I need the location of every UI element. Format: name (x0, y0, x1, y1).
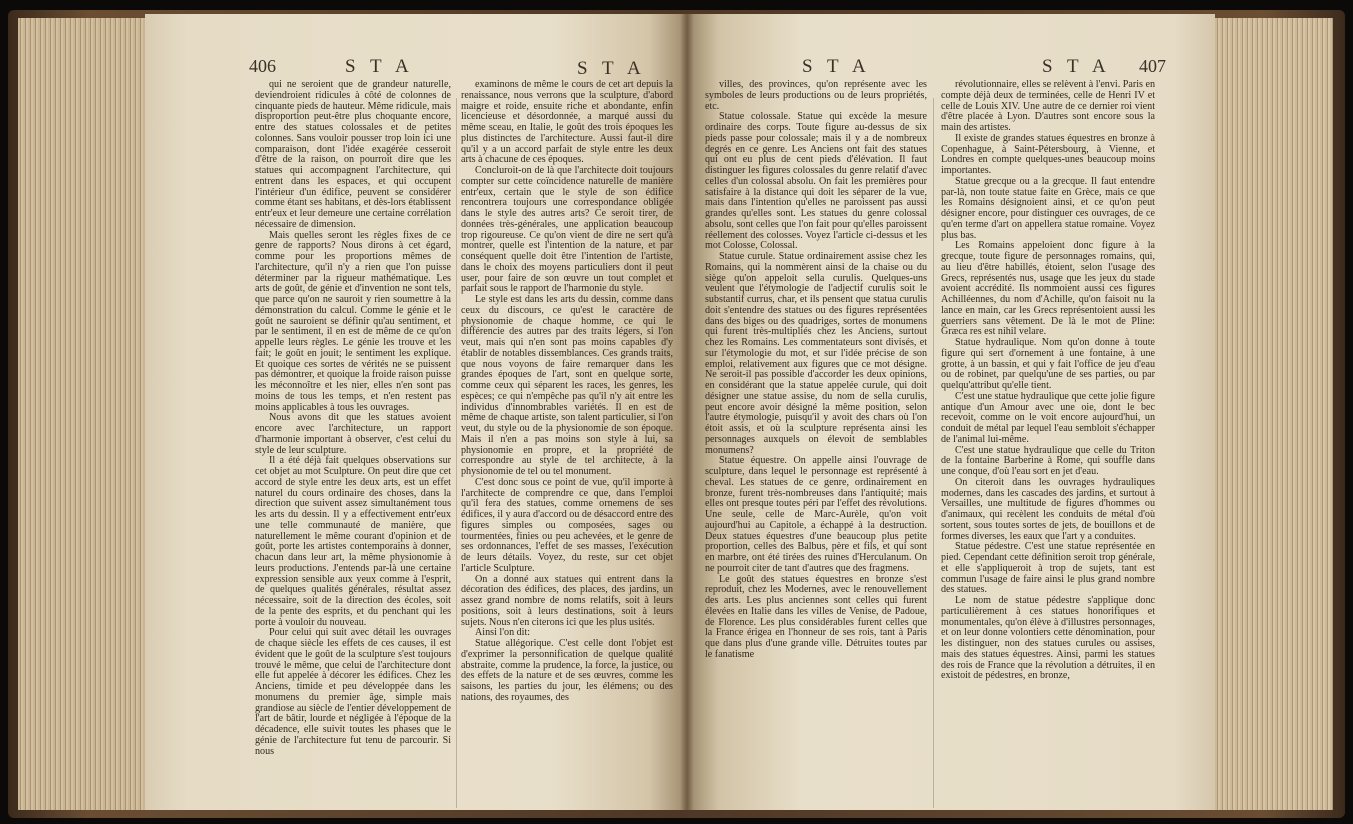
paragraph: Le style est dans les arts du dessin, comme dans ceux du discours, ce qu'est le caractère de physionomie de chaque homme, ce qui le différencie des autres par des traits légers, si l'on veut, mais qui n'en sont pas moins capables d'y établir de notables dissemblances. Ces grands traits, que nous voyons de faire remarquer dans les grandes époques de l'art, sont en quelque sorte, comme ceux qui séparent les races, les genres, les espèces; ce qui n'empêche pas qu'il n'y ait entre les individus d'innombrables variétés. Il en est de même de chaque artiste, son talent particulier, si l'on veut, du style ou de la physionomie de son époque. Mais il n'en a pas moins son style à lui, sa physionomie en propre, et la propriété de correspondre au style de tel architecte, à la physionomie de tel ou tel monument. (461, 294, 673, 477)
text-column-right (941, 80, 1155, 806)
paragraph: examinons de même le cours de cet art depuis la renaissance, nous verrons que la sculpture, d'abord maigre et roide, ensuite riche et abondante, enfin licencieuse et désordonnée, a marqué aussi du même sceau, en Italie, le goût des trois époques les plus distinctes de l'architecture. Aussi faut-il dire qu'il y a un accord parfait de style entre les deux arts à chacune de ces époques. (461, 80, 673, 166)
paragraph: Statue grecque ou a la grecque. Il faut entendre par-là, non toute statue faite en Grèce, mais ce que les Romains désignoient ainsi, et ce qu'on peut désigner encore, pour distinguer ces ouvrages, de ce qu'en terme d'art on appellera statue romaine. Voyez plus bas. (941, 175, 1155, 241)
running-head: S T A (1042, 56, 1111, 77)
paragraph: Il existe de grandes statues équestres en bronze à Copenhague, à Saint-Pétersbourg, à Vienne, et Londres en compte quelques-unes beaucoup moins importantes. (941, 132, 1155, 176)
paragraph: qui ne seroient que de grandeur naturelle, deviendroient ridicules à côté de colonnes de cinquante pieds de hauteur. Même ridicule, mais disproportion peut-être plus choquante encore, entre des statues colossales et de petites colonnes. Sans vouloir pousser trop loin ici une comparaison, dont l'idée exagérée cesseroit d'être de la raison, on pourroit dire que les statues qui accompagnent l'architecture, qui entrent dans les espaces, et qui occupent l'intérieur d'un édifice, peuvent se considérer comme étant ses habitans, et dès-lors établissent entr'eux et leur demeure une certaine corrélation nécessaire de dimension. (255, 80, 451, 230)
column-divider (933, 98, 934, 808)
right-page (687, 14, 1215, 810)
page-edges-left (18, 18, 158, 810)
book-gutter (680, 14, 694, 810)
paragraph: Mais quelles seront les règles fixes de ce genre de rapports? Nous dirons à cet égard, comme pour les proportions mêmes de l'architecture, qu'il n'y a rien que l'on puisse déterminer par la rigueur mathématique. Les arts de goût, de génie et d'invention ne sont tels, que parce qu'on ne sauroit y rien soumettre à la démonstration du calcul. Comme le génie et le goût ne sauroient se définir qu'au sentiment, et par le sentiment, il en est de même de ce qu'on appelle leurs règles. Le génie les trouve et les fait; le goût en jouit; le sentiment les explique. Et quoique ces sortes de vérités ne se puissent pas démontrer, et quoique la froide raison puisse les méconnoître et les nier, elles n'en sont pas moins de tous les temps, et n'en restent pas moins applicables à tous les ouvrages. (255, 229, 451, 413)
paragraph: Les Romains appeloient donc figure à la grecque, toute figure de personnages romains, qui, au lieu d'être habillés, étoient, selon l'usage des Grecs, représentés nus, usage que les jeux du stade avoient accrédité. Ils nommoient aussi ces figures Achilléennes, du nom d'Achille, qu'on faisoit nu la lance en main, car les Grecs représentoient aussi les guerriers sans vêtement. De là le mot de Pline: Græca res est nihil velare. (941, 240, 1155, 338)
paragraph: Il a été déjà fait quelques observations sur cet objet au mot Sculpture. On peut dire que cet accord de style entre les deux arts, est un effet naturel du cours ordinaire des choses, dans la direction que suivent assez simultanément tous les arts du dessin. Il y a effectivement entr'eux une telle communauté de manière, que naturellement le même courant d'opinion et de goût, porte les artistes contemporains à donner, chacun dans leur art, la même physionomie à leurs productions. J'entends par-là une certaine expression sensible aux yeux comme à l'esprit, de quelques qualités générales, résultat assez nécessaire, soit de la direction des écoles, soit de la pente des esprits, et du penchant qui les porte à vouloir du nouveau. (255, 455, 451, 628)
paragraph: Le goût des statues équestres en bronze s'est reproduit, chez les Modernes, avec le renouvellement des arts. Les plus anciennes sont celles qui furent élevées en Italie dans les villes de Venise, de Padoue, de Florence. Les plus considérables furent celles que la France érigea en l'honneur de ses rois, tant à Paris que dans plus d'une grande ville. Détruites toutes par le fanatisme (705, 573, 927, 660)
running-head: S T A (345, 56, 414, 77)
paragraph: Nous avons dit que les statues avoient encore avec l'architecture, un rapport d'harmonie important à observer, c'est celui du style de leur sculpture. (255, 412, 451, 456)
paragraph: Pour celui qui suit avec détail les ouvrages de chaque siècle les effets de ces causes, il est évident que le goût de la sculpture s'est toujours trouvé le même, que celui de l'architecture dont elle fut appelée à décorer les édifices. Chez les Anciens, timide et peu développée dans les monumens du premier âge, simple mais grandiose au siècle de l'entier développement de l'art de bâtir, lourde et négligée à l'époque de la décadence, elle suivit toutes les phases que le génie de l'architecture fut tenu de parcourir. Si nous (255, 627, 451, 757)
column-divider (456, 98, 457, 808)
paragraph: C'est donc sous ce point de vue, qu'il importe à l'architecte de comprendre ce que, dans l'emploi qu'il fera des statues, comme ornemens de ses édifices, il y aura d'accord ou de désaccord entre des figures simples ou composées, sages ou tourmentées, finies ou peu achevées, et le genre de ses ordonnances, l'effet de ses masses, l'exécution de leurs détails. Voyez, du reste, sur cet objet l'article Sculpture. (461, 476, 673, 574)
page-number: 406 (249, 56, 276, 76)
paragraph: Le nom de statue pédestre s'applique donc particulièrement à ces statues honorifiques et monumentales, qu'on élève à d'illustres personnages, et on leur donne volontiers cette dénomination, pour les distinguer, non des statues curules ou assises, mais des statues équestres. Ainsi, parmi les statues des rois de France que la révolution a détruites, il en existoit de pédestres, en bronze, (941, 595, 1155, 682)
paragraph: Statue curule. Statue ordinairement assise chez les Romains, qui la nommèrent ainsi de la chaise ou du siège qu'on appeloit sella curulis. Quelques-uns veulent que l'étymologie de l'adjectif curulis soit le substantif currus, char, et ils pensent que statua curulis doit s'entendre des statues ou des figures représentées dans des biges ou des quadriges, sortes de monumens qui furent très-multipliés chez les Anciens, surtout chez les Romains. Les commentateurs sont divisés, et sur l'étymologie du mot, et sur l'idée précise de son emploi, relativement aux figures que ce mot désigne. Ne seroit-il pas possible d'accorder les deux opinions, en considérant que la statue appelée curule, qui doit désigner une statue assise, du nom de sella curulis, peut encore avoir désigné la même position, selon l'autre étymologie, puisqu'il y avoit des chars où l'on étoit assis, et où la sculpture représenta ainsi les personnages auxquels on élevoit de semblables monumens? (705, 251, 927, 456)
paragraph: On a donné aux statues qui entrent dans la décoration des édifices, des places, des jardins, un assez grand nombre de noms relatifs, soit à leurs positions, soit à leurs destinations, soit à leurs sujets. Nous n'en citerons ici que les plus usités. (461, 573, 673, 628)
running-head: S T A (577, 58, 646, 79)
paragraph: Concluroit-on de là que l'architecte doit toujours compter sur cette coïncidence naturelle de manière entr'eux, certain que le style de son édifice rencontrera toujours une correspondance obligée dans le style des autres arts? Ce seroit tirer, de données très-générales, une application beaucoup trop rigoureuse. Ce qu'on vient de dire ne sert qu'à montrer, quelle est l'intention de la nature, et par conséquent quelle doit être l'intention de l'artiste, dans le choix des moyens particuliers dont il peut user, pour faire de son œuvre un tout complet et parfait sous le rapport de l'harmonie du style. (461, 165, 673, 295)
paragraph: Statue allégorique. C'est celle dont l'objet est d'exprimer la personnification de quelque qualité abstraite, comme la prudence, la force, la justice, ou des effets de la nature et de ses œuvres, comme les saisons, les parties du jour, les élémens; ou des nations, des royaumes, des (461, 638, 673, 703)
page-number: 407 (1139, 56, 1166, 76)
paragraph: Ainsi l'on dit: (475, 627, 531, 639)
paragraph: Statue colossale. Statue qui excède la mesure ordinaire des corps. Toute figure au-dessus de six pieds passe pour colossale; mais il y a de nombreux degrés en ce genre. Les Anciens ont fait des statues qui ont eu plus de cent pieds d'élévation. Il faut distinguer les figures colossales du genre relatif d'avec celles d'un colossal absolu. On fait les premières pour satisfaire à la distance qui doit les séparer de la vue, mais dans l'intention qu'elles ne paroissent pas aussi grandes qu'elles sont. Les statues du genre colossal absolu, sont celles que l'on fait pour qu'elles paroissent réellement des colosses. Voyez l'article ci-dessus et les mot Colosse, Colossal. (705, 111, 927, 252)
text-column-left (255, 80, 451, 806)
paragraph: Statue hydraulique. Nom qu'on donne à toute figure qui sert d'ornement à une fontaine, à une grotte, à un bassin, et qui y fait l'office de jeu d'eau ou de robinet, par quelqu'une de ses parties, ou par quelqu'attribut qu'elle tient. (941, 337, 1155, 391)
left-page (145, 14, 687, 810)
running-head: S T A (802, 56, 871, 77)
text-column-right (461, 80, 673, 806)
paragraph: révolutionnaire, elles se relèvent à l'envi. Paris en compte déjà deux de terminées, celle de Henri IV et celle de Louis XIV. Une autre de ce dernier roi vient d'être placée à Lyon. D'autres sont encore sous la main des artistes. (941, 80, 1155, 133)
paragraph: C'est une statue hydraulique que cette jolie figure antique d'un Amour avec une oie, dont le bec recevoit, comme on le voit encore aujourd'hui, un conduit de métal par lequel l'eau sembloit s'échapper de l'animal lui-même. (941, 390, 1155, 445)
paragraph: Statue pédestre. C'est une statue représentée en pied. Cependant cette définition seroit trop générale, et elle s'appliqueroit à trop de sujets, tant est commun l'usage de faire ainsi le plus grand nombre des statues. (941, 541, 1155, 596)
paragraph: C'est une statue hydraulique que celle du Triton de la fontaine Barberine à Rome, qui souffle dans une conque, d'où l'eau sort en jet d'eau. (941, 444, 1155, 477)
paragraph: villes, des provinces, qu'on représente avec les symboles de leurs productions ou de leurs propriétés, etc. (705, 80, 927, 112)
page-edges-right (1205, 18, 1333, 810)
paragraph: On citeroit dans les ouvrages hydrauliques modernes, dans les cascades des jardins, et surtout à Versailles, une multitude de figures d'hommes ou d'animaux, qui recèlent les conduits de métal d'où sortent, sous toutes sortes de jets, de bouillons et de formes diverses, les eaux que l'art y a conduites. (941, 476, 1155, 542)
text-column-left (705, 80, 927, 806)
paragraph: Statue équestre. On appelle ainsi l'ouvrage de sculpture, dans lequel le personnage est représenté à cheval. Les statues de ce genre, ordinairement en bronze, furent très-nombreuses dans l'antiquité; mais elles ont presque toutes péri par l'effet des révolutions. Une seule, celle de Marc-Aurèle, qu'on voit aujourd'hui au Capitole, a échappé à la destruction. Deux statues équestres d'une beaucoup plus petite proportion, celles des Balbus, père et fils, et qui sont en marbre, ont été tirées des ruines d'Herculanum. On ne pourroit citer de tant d'autres que des fragmens. (705, 455, 927, 574)
